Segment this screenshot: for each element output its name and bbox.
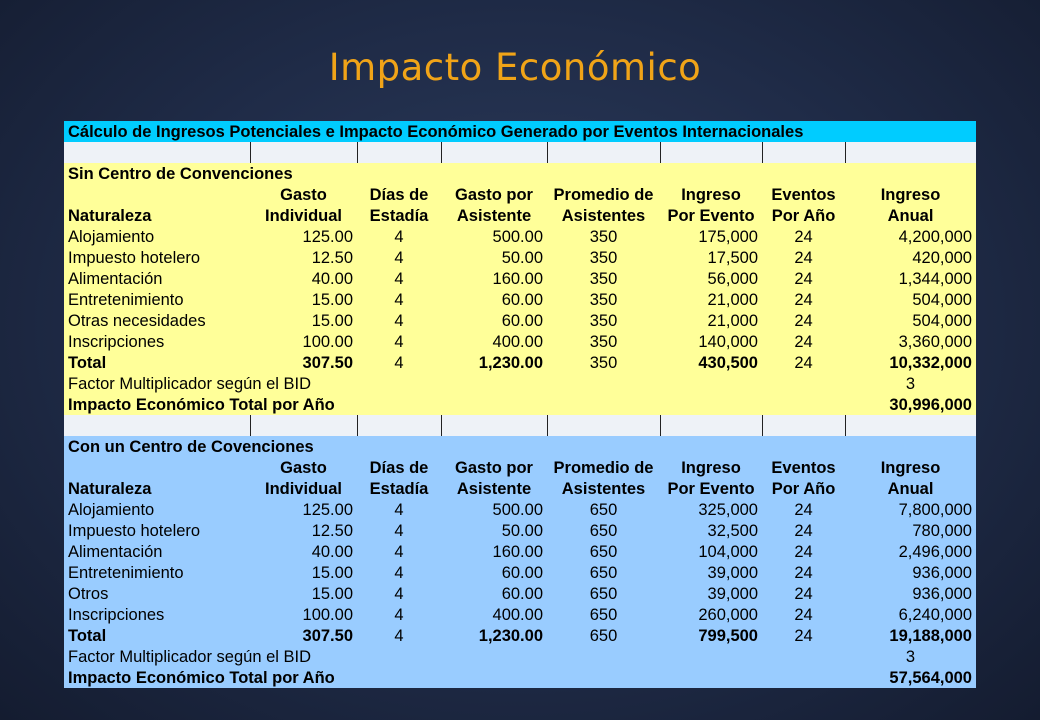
column-header: Promedio de: [547, 457, 660, 478]
table-cell: 936,000: [845, 583, 976, 604]
factor-value: 3: [845, 646, 976, 667]
column-header: Estadía: [357, 478, 441, 499]
table-cell: 4: [357, 289, 441, 310]
table-row: [64, 226, 976, 247]
table-cell: 350: [547, 289, 660, 310]
total-cell: 1,230.00: [441, 625, 547, 646]
table-cell: 56,000: [660, 268, 762, 289]
column-header: Por Año: [762, 205, 845, 226]
table-cell: 2,496,000: [845, 541, 976, 562]
table-cell: Otros: [64, 583, 250, 604]
table-cell: 140,000: [660, 331, 762, 352]
column-header: Gasto por: [441, 184, 547, 205]
table-row: [64, 520, 976, 541]
table-cell: 60.00: [441, 310, 547, 331]
table-cell: 4: [357, 499, 441, 520]
table-cell: 350: [547, 310, 660, 331]
table-cell: 100.00: [250, 331, 357, 352]
column-header: [64, 457, 250, 478]
total-cell: 10,332,000: [845, 352, 976, 373]
section-sin-centro: [64, 163, 976, 415]
table-cell: 39,000: [660, 562, 762, 583]
table-cell: 4: [357, 604, 441, 625]
section-title: Con un Centro de Covenciones: [64, 436, 976, 457]
table-cell: 650: [547, 520, 660, 541]
table-cell: 400.00: [441, 331, 547, 352]
table-cell: 24: [762, 583, 845, 604]
column-header: Ingreso: [660, 184, 762, 205]
impact-value: 30,996,000: [845, 394, 976, 415]
table-cell: Alimentación: [64, 541, 250, 562]
total-cell: 650: [547, 625, 660, 646]
impact-row: [64, 394, 976, 415]
table-cell: 780,000: [845, 520, 976, 541]
table-cell: 4: [357, 247, 441, 268]
column-header: Por Evento: [660, 205, 762, 226]
table-cell: 350: [547, 268, 660, 289]
table-cell: 24: [762, 310, 845, 331]
table-cell: 12.50: [250, 247, 357, 268]
table-cell: 160.00: [441, 541, 547, 562]
total-cell: 4: [357, 352, 441, 373]
table-cell: Impuesto hotelero: [64, 247, 250, 268]
table-row: [64, 310, 976, 331]
table-cell: 24: [762, 541, 845, 562]
table-row: [64, 247, 976, 268]
table-cell: 15.00: [250, 289, 357, 310]
table-cell: 24: [762, 604, 845, 625]
table-cell: Alojamiento: [64, 226, 250, 247]
table-cell: 125.00: [250, 226, 357, 247]
table-cell: 24: [762, 247, 845, 268]
table-cell: 175,000: [660, 226, 762, 247]
table-cell: 160.00: [441, 268, 547, 289]
table-cell: 350: [547, 331, 660, 352]
table-header-row: [64, 121, 976, 142]
column-header: [64, 184, 250, 205]
table-cell: 6,240,000: [845, 604, 976, 625]
total-cell: 430,500: [660, 352, 762, 373]
column-header: Naturaleza: [64, 205, 250, 226]
table-cell: 650: [547, 583, 660, 604]
column-header: Naturaleza: [64, 478, 250, 499]
table-cell: 24: [762, 562, 845, 583]
impact-label: Impacto Económico Total por Año: [64, 394, 845, 415]
table-row: [64, 331, 976, 352]
table-cell: 650: [547, 499, 660, 520]
table-cell: 21,000: [660, 310, 762, 331]
table-cell: 24: [762, 289, 845, 310]
column-header: Por Año: [762, 478, 845, 499]
total-cell: 307.50: [250, 625, 357, 646]
column-header-row: [64, 478, 976, 499]
table-cell: 60.00: [441, 289, 547, 310]
table-header: Cálculo de Ingresos Potenciales e Impacto Económico Generado por Eventos Internacionales: [64, 121, 976, 142]
table-cell: 24: [762, 226, 845, 247]
table-cell: 7,800,000: [845, 499, 976, 520]
table-cell: 350: [547, 226, 660, 247]
table-cell: 4: [357, 583, 441, 604]
impact-label: Impacto Económico Total por Año: [64, 667, 845, 688]
total-row: [64, 625, 976, 646]
total-cell: 799,500: [660, 625, 762, 646]
table-cell: 15.00: [250, 583, 357, 604]
table-cell: 12.50: [250, 520, 357, 541]
total-cell: 24: [762, 625, 845, 646]
table-cell: 3,360,000: [845, 331, 976, 352]
column-header: Por Evento: [660, 478, 762, 499]
total-cell: 24: [762, 352, 845, 373]
column-header: Ingreso: [845, 184, 976, 205]
column-header: Anual: [845, 205, 976, 226]
table-cell: 40.00: [250, 541, 357, 562]
column-header: Días de: [357, 457, 441, 478]
table-cell: 32,500: [660, 520, 762, 541]
column-header: Promedio de: [547, 184, 660, 205]
column-header: Eventos: [762, 184, 845, 205]
column-header: Gasto por: [441, 457, 547, 478]
table-cell: 4: [357, 520, 441, 541]
column-header: Gasto: [250, 184, 357, 205]
table-cell: 24: [762, 499, 845, 520]
column-header: Asistentes: [547, 205, 660, 226]
table-cell: 4: [357, 226, 441, 247]
total-cell: 307.50: [250, 352, 357, 373]
table-cell: 50.00: [441, 520, 547, 541]
table-cell: 60.00: [441, 562, 547, 583]
column-header: Ingreso: [660, 457, 762, 478]
table-row: [64, 268, 976, 289]
column-header: Gasto: [250, 457, 357, 478]
table-cell: 936,000: [845, 562, 976, 583]
factor-row: [64, 646, 976, 667]
table-cell: 350: [547, 247, 660, 268]
section-title: Sin Centro de Convenciones: [64, 163, 976, 184]
total-cell: 4: [357, 625, 441, 646]
table-cell: Otras necesidades: [64, 310, 250, 331]
table-cell: 650: [547, 562, 660, 583]
column-header-row: [64, 184, 976, 205]
table-row: [64, 604, 976, 625]
factor-label: Factor Multiplicador según el BID: [64, 373, 845, 394]
total-cell: 1,230.00: [441, 352, 547, 373]
impact-row: [64, 667, 976, 688]
table-cell: 650: [547, 604, 660, 625]
factor-row: [64, 373, 976, 394]
total-cell: 19,188,000: [845, 625, 976, 646]
column-header: Eventos: [762, 457, 845, 478]
table-cell: 325,000: [660, 499, 762, 520]
table-cell: 1,344,000: [845, 268, 976, 289]
table-cell: 40.00: [250, 268, 357, 289]
table-cell: 500.00: [441, 499, 547, 520]
table-cell: Inscripciones: [64, 604, 250, 625]
table-row: [64, 499, 976, 520]
table-cell: 60.00: [441, 583, 547, 604]
table-cell: 4,200,000: [845, 226, 976, 247]
table-cell: Impuesto hotelero: [64, 520, 250, 541]
table-cell: Alojamiento: [64, 499, 250, 520]
table-cell: 100.00: [250, 604, 357, 625]
table-cell: 39,000: [660, 583, 762, 604]
table-cell: Entretenimiento: [64, 562, 250, 583]
economic-impact-table: [64, 121, 976, 688]
table-cell: 504,000: [845, 289, 976, 310]
column-header: Individual: [250, 478, 357, 499]
separator-row: [64, 142, 976, 163]
section-con-centro: [64, 436, 976, 688]
table-cell: 504,000: [845, 310, 976, 331]
section-title-row: [64, 163, 976, 184]
total-cell: 350: [547, 352, 660, 373]
table-cell: 24: [762, 520, 845, 541]
separator-row: [64, 415, 976, 436]
column-header: Asistente: [441, 205, 547, 226]
table-row: [64, 541, 976, 562]
table-cell: Entretenimiento: [64, 289, 250, 310]
column-header: Ingreso: [845, 457, 976, 478]
impact-value: 57,564,000: [845, 667, 976, 688]
column-header: Asistentes: [547, 478, 660, 499]
table-cell: 260,000: [660, 604, 762, 625]
factor-value: 3: [845, 373, 976, 394]
table-cell: 400.00: [441, 604, 547, 625]
column-header: Estadía: [357, 205, 441, 226]
total-row: [64, 352, 976, 373]
factor-label: Factor Multiplicador según el BID: [64, 646, 845, 667]
table-cell: 24: [762, 268, 845, 289]
section-title-row: [64, 436, 976, 457]
table-cell: 21,000: [660, 289, 762, 310]
table-cell: 17,500: [660, 247, 762, 268]
table-row: [64, 562, 976, 583]
table-cell: 4: [357, 268, 441, 289]
total-cell: Total: [64, 625, 250, 646]
table-cell: 4: [357, 562, 441, 583]
table-cell: 4: [357, 331, 441, 352]
table-row: [64, 583, 976, 604]
table-cell: 15.00: [250, 310, 357, 331]
table-cell: 420,000: [845, 247, 976, 268]
table-row: [64, 289, 976, 310]
column-header-row: [64, 205, 976, 226]
table-cell: 24: [762, 331, 845, 352]
table-cell: Alimentación: [64, 268, 250, 289]
table-cell: 104,000: [660, 541, 762, 562]
column-header: Individual: [250, 205, 357, 226]
table-cell: 15.00: [250, 562, 357, 583]
table-cell: 50.00: [441, 247, 547, 268]
table-cell: 125.00: [250, 499, 357, 520]
table-cell: 4: [357, 310, 441, 331]
table-cell: 4: [357, 541, 441, 562]
total-cell: Total: [64, 352, 250, 373]
slide-title: Impacto Económico: [328, 46, 702, 89]
column-header-row: [64, 457, 976, 478]
column-header: Asistente: [441, 478, 547, 499]
column-header: Días de: [357, 184, 441, 205]
table-cell: Inscripciones: [64, 331, 250, 352]
table-cell: 500.00: [441, 226, 547, 247]
table-cell: 650: [547, 541, 660, 562]
column-header: Anual: [845, 478, 976, 499]
